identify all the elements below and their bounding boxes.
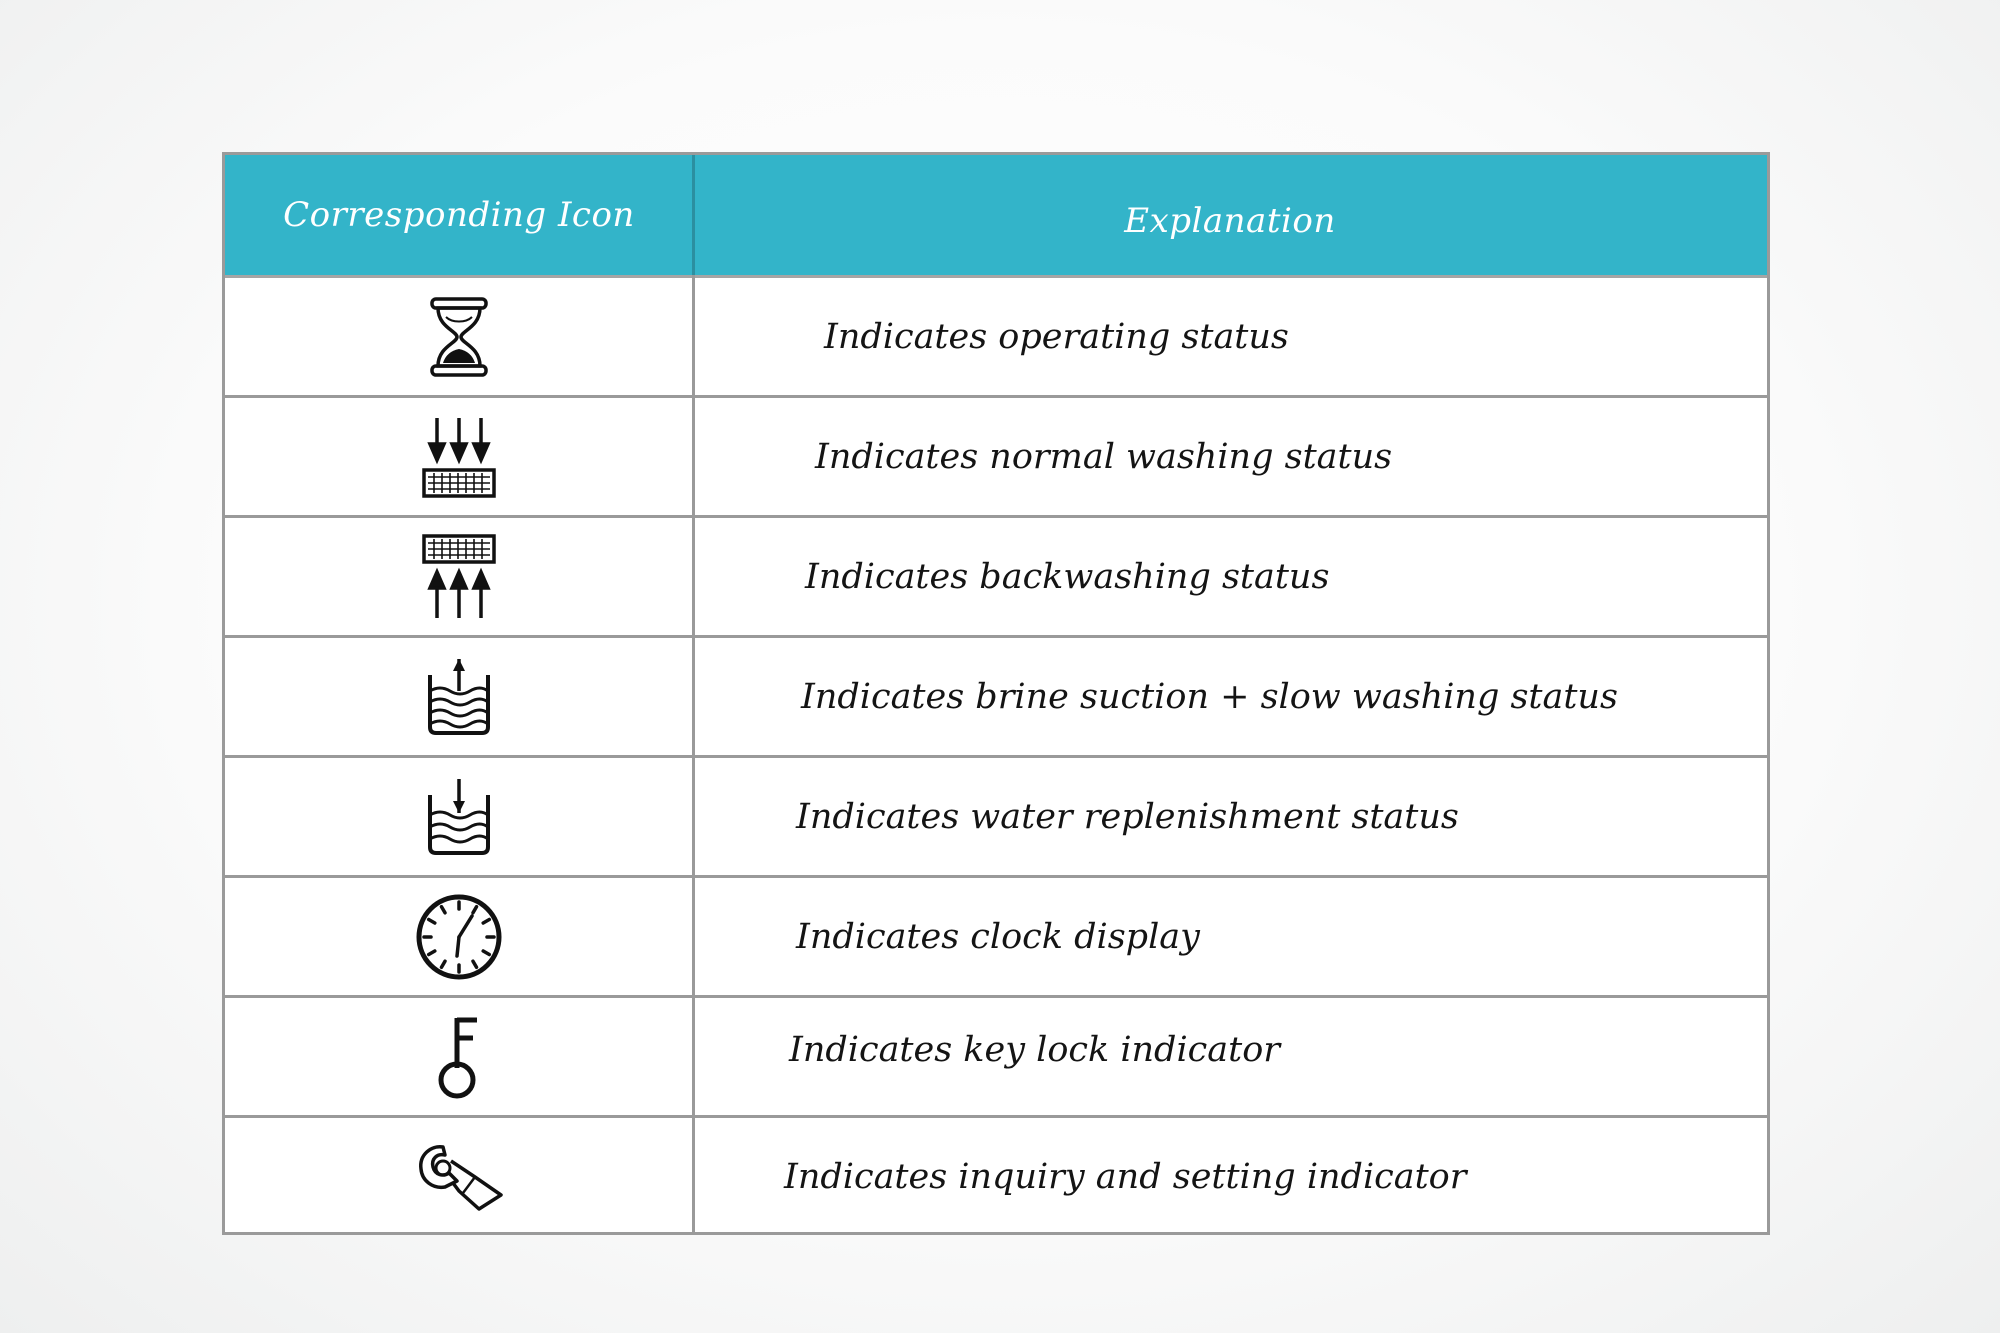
explanation-text: Indicates normal washing status bbox=[815, 436, 1393, 477]
header-explanation: Explanation bbox=[1124, 201, 1336, 241]
header-column-divider bbox=[692, 155, 695, 275]
table-row bbox=[225, 275, 1767, 395]
icon-cell bbox=[225, 398, 693, 515]
backwash-icon bbox=[420, 532, 498, 622]
key-icon bbox=[431, 1014, 487, 1100]
header-corresponding-icon: Corresponding Icon bbox=[283, 195, 635, 235]
explanation-text: Indicates operating status bbox=[824, 316, 1289, 357]
icon-explanation-table bbox=[222, 152, 1770, 1235]
table-row bbox=[225, 755, 1767, 875]
icon-cell bbox=[225, 1118, 693, 1235]
explanation-text: Indicates water replenishment status bbox=[796, 796, 1459, 837]
table-row bbox=[225, 995, 1767, 1115]
table-body bbox=[225, 275, 1767, 1235]
explanation-text: Indicates inquiry and setting indicator bbox=[784, 1156, 1467, 1197]
explanation-text: Indicates key lock indicator bbox=[789, 1029, 1280, 1070]
icon-cell bbox=[225, 518, 693, 635]
table-row bbox=[225, 515, 1767, 635]
water-replenish-icon bbox=[424, 777, 494, 857]
icon-cell bbox=[225, 638, 693, 755]
hourglass-icon bbox=[424, 295, 494, 379]
icon-cell bbox=[225, 278, 693, 395]
icon-cell bbox=[225, 878, 693, 995]
wrench-icon bbox=[413, 1139, 505, 1215]
table-row bbox=[225, 875, 1767, 995]
column-divider bbox=[692, 155, 695, 1232]
icon-cell bbox=[225, 758, 693, 875]
normal-wash-icon bbox=[420, 414, 498, 500]
explanation-text: Indicates backwashing status bbox=[805, 556, 1330, 597]
table-row bbox=[225, 635, 1767, 755]
explanation-text: Indicates brine suction + slow washing status bbox=[801, 676, 1618, 717]
clock-icon bbox=[414, 892, 504, 982]
explanation-text: Indicates clock display bbox=[796, 916, 1200, 957]
table-row bbox=[225, 1115, 1767, 1235]
table-row bbox=[225, 395, 1767, 515]
icon-cell bbox=[225, 998, 693, 1115]
brine-suction-icon bbox=[424, 657, 494, 737]
table-header bbox=[225, 155, 1767, 275]
